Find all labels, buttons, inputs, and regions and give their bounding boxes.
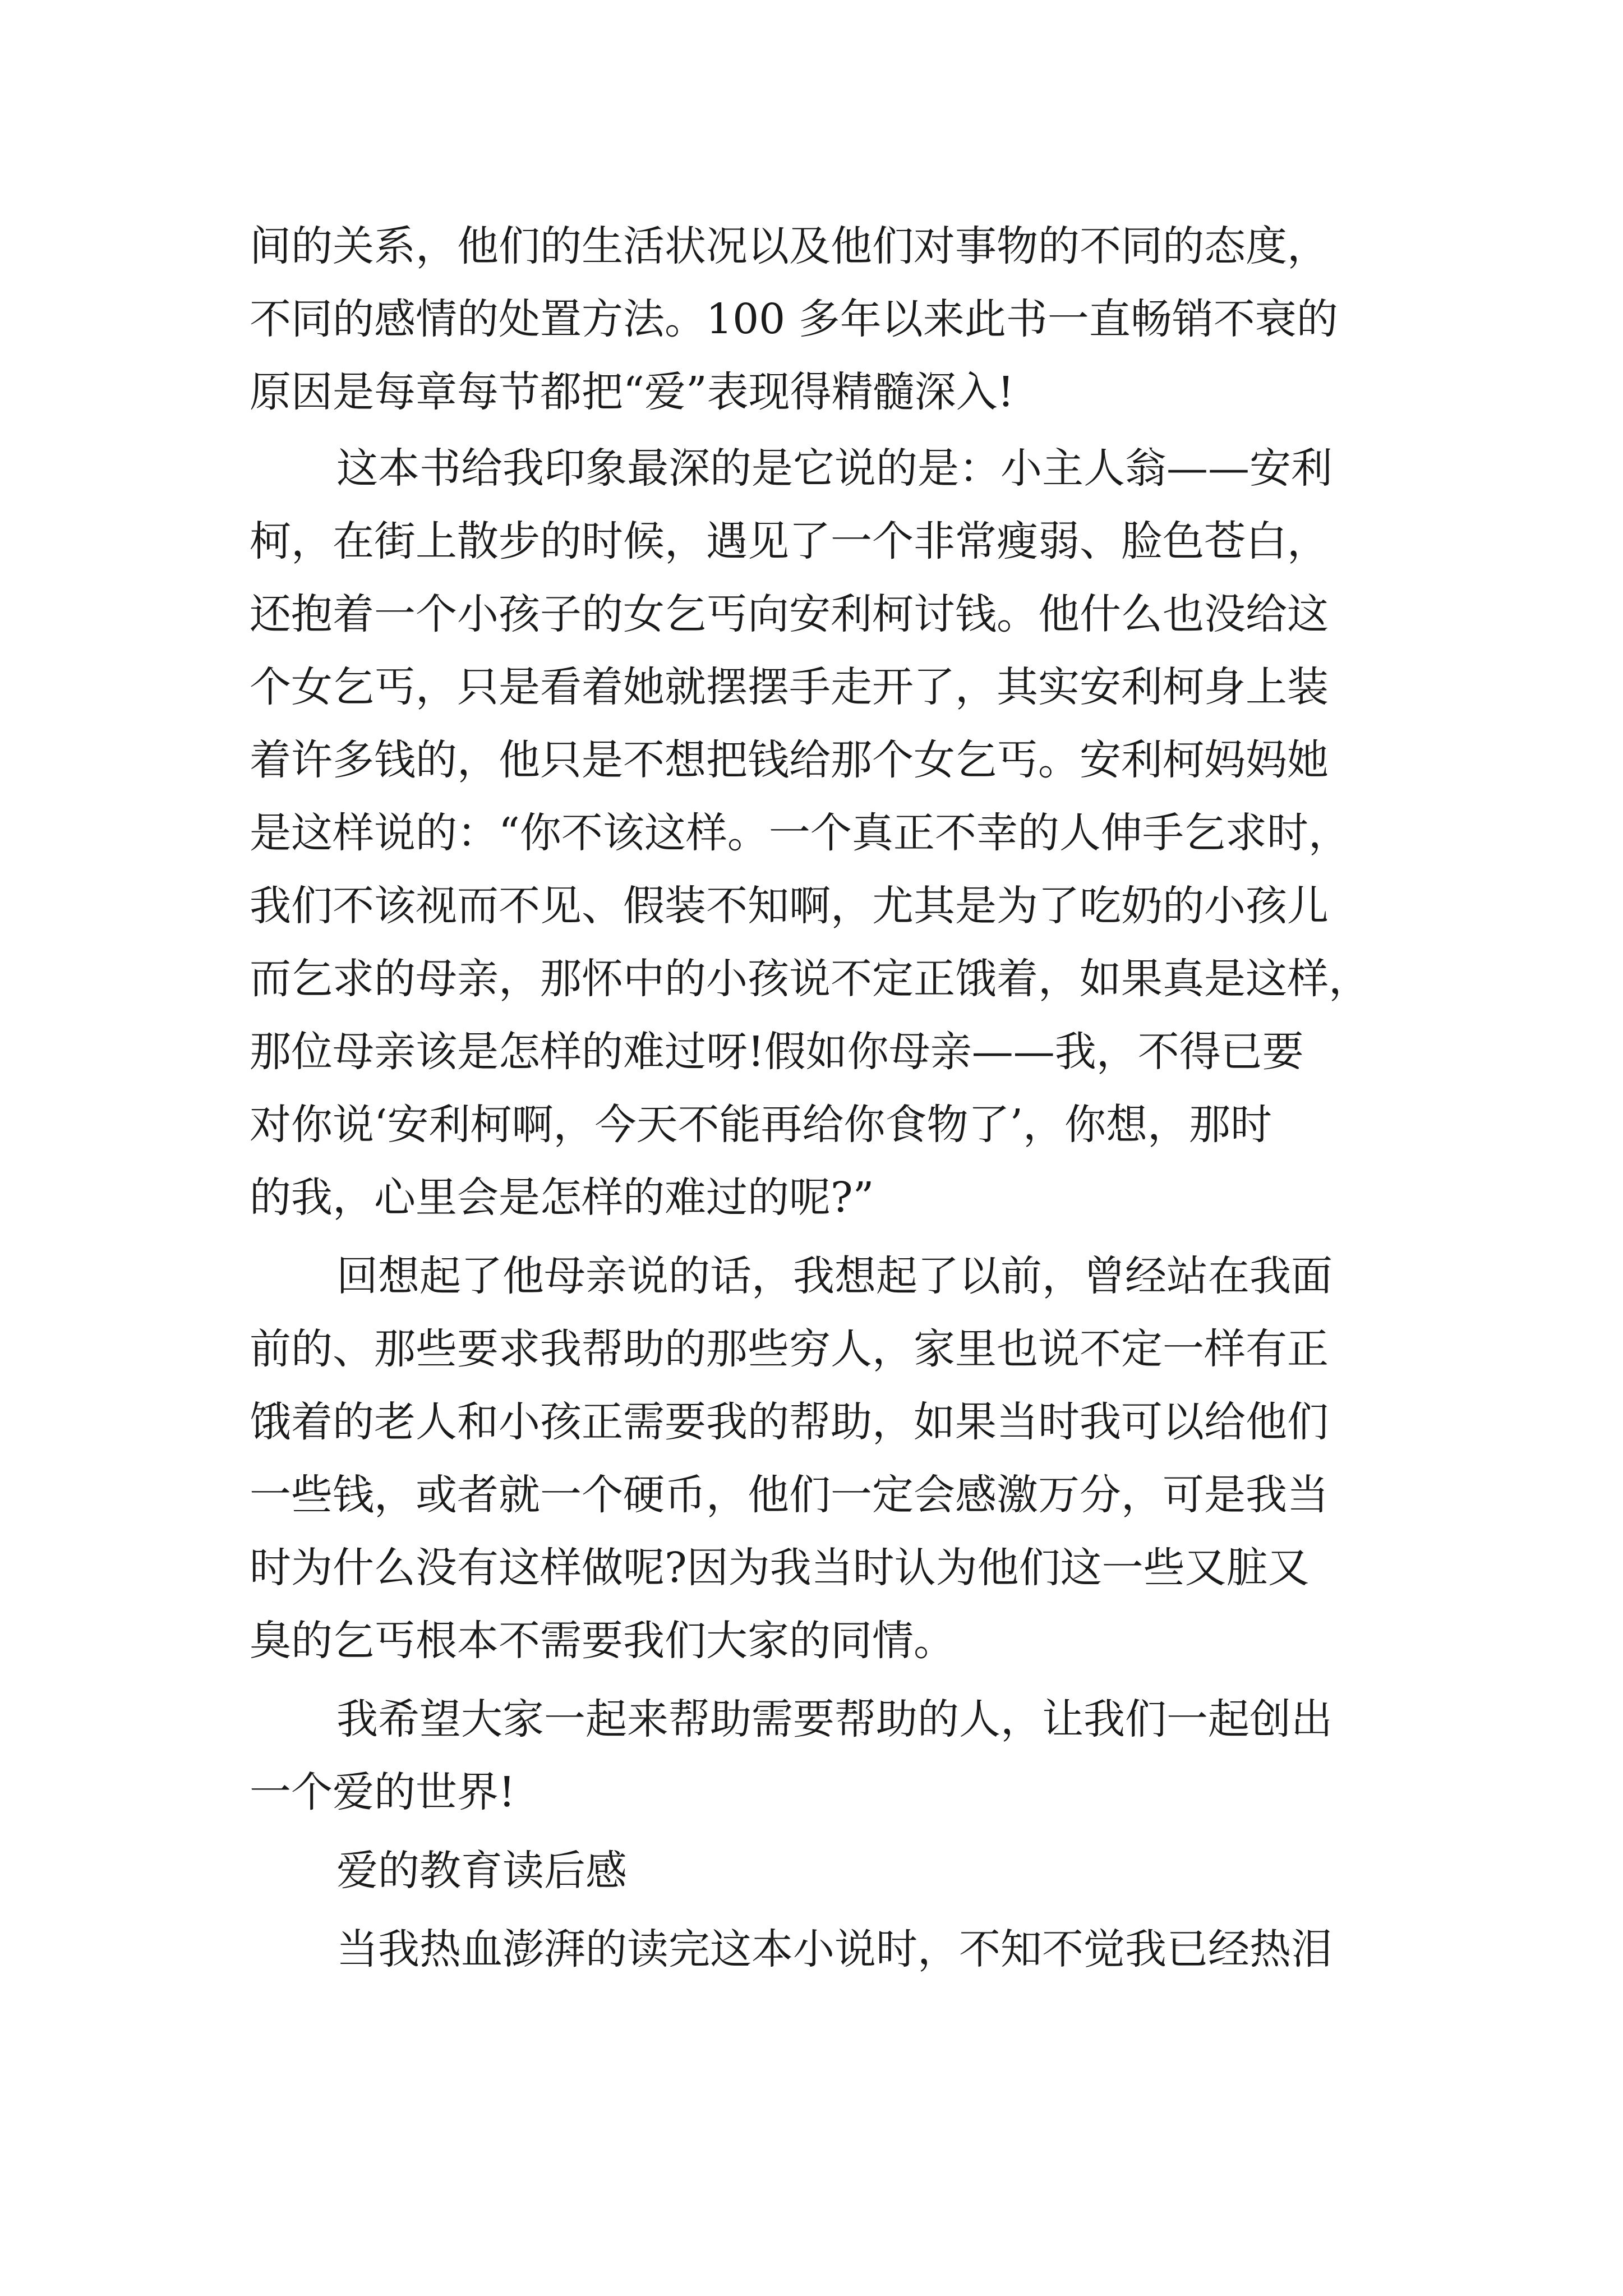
text-line-7: 个女乞丐，只是看着她就摆摆手走开了，其实安利柯身上装 [250,663,1329,711]
text-line-9: 是这样说的：“你不该这样。一个真正不幸的人伸手乞求时， [250,809,1350,857]
text-line-8: 着许多钱的，他只是不想把钱给那个女乞丐。安利柯妈妈她 [250,736,1329,784]
text-line-24: 当我热血澎湃的读完这本小说时，不知不觉我已经热泪 [336,1925,1332,1973]
text-line-16: 前的、那些要求我帮助的那些穷人，家里也说不定一样有正 [250,1325,1329,1373]
text-line-20: 臭的乞丐根本不需要我们大家的同情。 [250,1617,955,1665]
text-line-13: 对你说‘安利柯啊，今天不能再给你食物了’，你想，那时 [250,1101,1272,1149]
text-line-22: 一个爱的世界! [250,1768,515,1816]
text-line-12: 那位母亲该是怎样的难过呀!假如你母亲——我，不得已要 [250,1028,1304,1076]
text-line-14: 的我，心里会是怎样的难过的呢?” [250,1174,874,1222]
text-line-18: 一些钱，或者就一个硬币，他们一定会感激万分，可是我当 [250,1471,1329,1519]
text-line-5: 柯，在街上散步的时候，遇见了一个非常瘦弱、脸色苍白， [250,517,1329,565]
text-line-1: 间的关系，他们的生活状况以及他们对事物的不同的态度， [250,222,1329,270]
text-line-17: 饿着的老人和小孩正需要我的帮助，如果当时我可以给他们 [250,1398,1329,1446]
text-line-15: 回想起了他母亲说的话，我想起了以前，曾经站在我面 [336,1252,1332,1300]
text-line-6: 还抱着一个小孩子的女乞丐向安利柯讨钱。他什么也没给这 [250,590,1329,638]
text-line-4: 这本书给我印象最深的是它说的是：小主人翁——安利 [336,444,1332,493]
text-line-11: 而乞求的母亲，那怀中的小孩说不定正饿着，如果真是这样， [250,955,1370,1003]
text-line-2: 不同的感情的处置方法。100 多年以来此书一直畅销不衰的 [250,295,1338,343]
text-line-23: 爱的教育读后感 [336,1847,627,1895]
text-line-10: 我们不该视而不见、假装不知啊，尤其是为了吃奶的小孩儿 [250,882,1329,930]
text-line-19: 时为什么没有这样做呢?因为我当时认为他们这一些又脏又 [250,1544,1310,1592]
text-line-3: 原因是每章每节都把“爱”表现得精髓深入! [250,368,1015,416]
text-line-21: 我希望大家一起来帮助需要帮助的人，让我们一起创出 [336,1695,1332,1743]
